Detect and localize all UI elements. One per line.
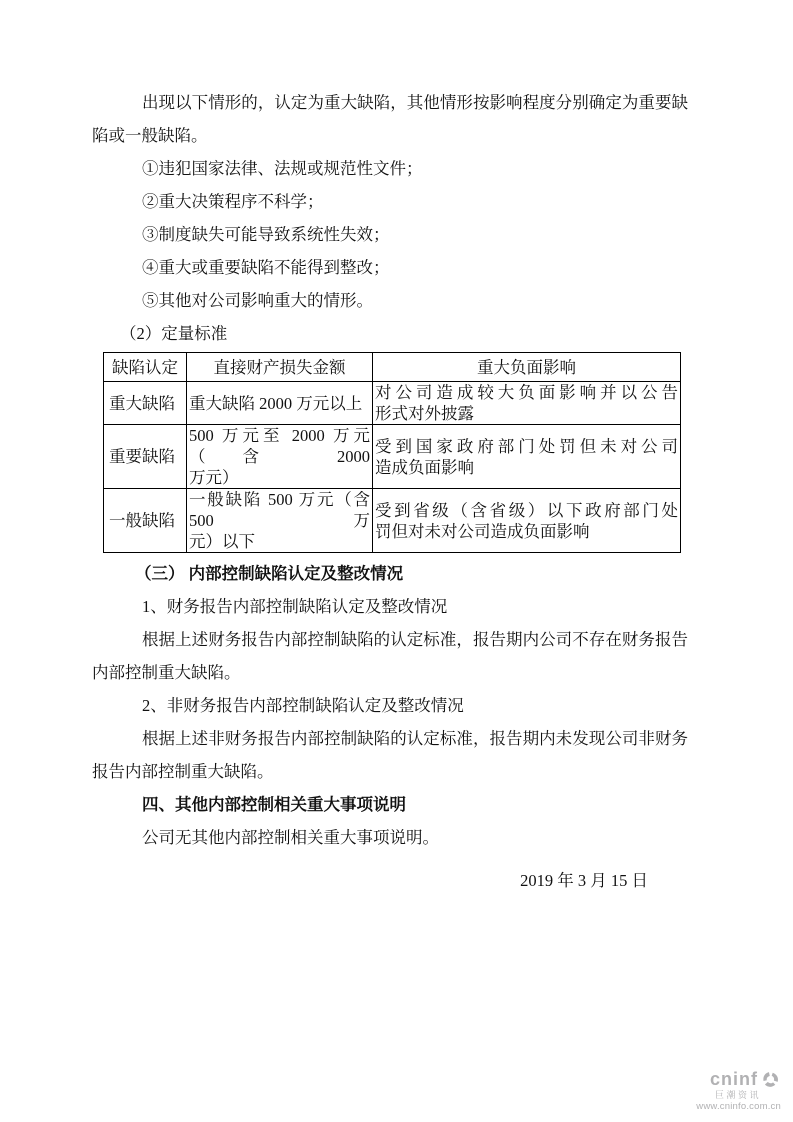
text-line: 重大负面影响 xyxy=(477,357,576,377)
text-line: 一般缺陷 500 万元（含 500 万 xyxy=(189,490,370,530)
qualitative-item-3 xyxy=(92,218,688,251)
text-line: 形式对外披露 xyxy=(375,404,474,423)
cninfo-logo xyxy=(693,1070,781,1112)
table-cell xyxy=(373,382,681,425)
text-line: 重要缺陷 xyxy=(109,447,175,466)
text-line: ③制度缺失可能导致系统性失效； xyxy=(142,225,390,244)
table-cell xyxy=(187,382,373,425)
section-3-heading xyxy=(92,557,688,590)
text-line: 直接财产损失金额 xyxy=(213,357,346,377)
text-line: 罚但对未对公司造成负面影响 xyxy=(375,521,590,541)
text-line: ④重大或重要缺陷不能得到整改； xyxy=(142,258,390,277)
table-header-cell xyxy=(373,353,681,382)
text-line: 缺陷认定 xyxy=(112,357,178,377)
text-line: 对公司造成较大负面影响并以公告 xyxy=(375,383,678,402)
text-line: ①违犯国家法律、法规或规范性文件； xyxy=(142,159,423,178)
text-line: 根据上述财务报告内部控制缺陷的认定标准，报告期内公司不存在财务报告 xyxy=(142,630,688,649)
table-cell xyxy=(187,489,373,553)
text-line: 陷或一般缺陷。 xyxy=(92,126,208,145)
text-line: 受到国家政府部门处罚但未对公司 xyxy=(375,436,678,456)
table-row xyxy=(104,382,681,425)
sub-item-1-heading xyxy=(92,590,688,623)
text-line: 造成负面影响 xyxy=(375,457,474,477)
qualitative-item-5 xyxy=(92,284,688,317)
cninfo-logo-top xyxy=(693,1070,781,1090)
text-line: 受到省级（含省级）以下政府部门处 xyxy=(375,500,678,520)
text-line: ②重大决策程序不科学； xyxy=(142,192,324,211)
text-line: 内部控制重大缺陷。 xyxy=(92,663,241,682)
text-line: （三） 内部控制缺陷认定及整改情况 xyxy=(135,564,404,583)
text-line: 重大缺陷 xyxy=(109,393,175,413)
text-line: 一般缺陷 xyxy=(109,511,175,530)
table-cell xyxy=(104,382,187,425)
table-cell xyxy=(104,489,187,553)
intro-paragraph xyxy=(92,86,688,152)
text-line: 四、其他内部控制相关重大事项说明 xyxy=(142,795,406,814)
pinwheel-swirl-icon xyxy=(760,1070,781,1089)
table-cell xyxy=(187,425,373,489)
text-line: 公司无其他内部控制相关重大事项说明。 xyxy=(142,828,439,847)
qualitative-item-1 xyxy=(92,152,688,185)
text-line: 报告内部控制重大缺陷。 xyxy=(92,762,274,781)
cninfo-url: www.cninfo.com.cn xyxy=(696,1100,781,1112)
text-line: 2、非财务报告内部控制缺陷认定及整改情况 xyxy=(142,696,464,715)
text-line: 元）以下 xyxy=(189,532,255,551)
text-line: 1、财务报告内部控制缺陷认定及整改情况 xyxy=(142,597,448,616)
sub-item-2-heading xyxy=(92,689,688,722)
text-line: （2）定量标准 xyxy=(120,324,228,343)
quantitative-standard-label xyxy=(92,317,688,350)
table-header-cell xyxy=(187,353,373,382)
text-line: 2019 年 3 月 15 日 xyxy=(520,871,648,890)
text-line: 万元） xyxy=(189,468,239,487)
financial-report-paragraph xyxy=(92,623,688,689)
nonfinancial-report-paragraph xyxy=(92,722,688,788)
text-line: 重大缺陷 2000 万元以上 xyxy=(189,393,363,413)
text-line: 500 万元至 2000 万元（含 2000 xyxy=(189,426,370,466)
section-4-heading xyxy=(92,788,688,821)
table-row xyxy=(104,489,681,553)
table-cell xyxy=(104,425,187,489)
table-cell xyxy=(373,489,681,553)
cninfo-chinese-name: 巨潮资讯 xyxy=(714,1089,761,1100)
text-line: 根据上述非财务报告内部控制缺陷的认定标准，报告期内未发现公司非财务 xyxy=(142,729,688,748)
text-line: ⑤其他对公司影响重大的情形。 xyxy=(142,291,373,310)
document-body xyxy=(92,86,688,897)
cninfo-wordmark: cninf xyxy=(710,1069,758,1089)
report-date xyxy=(92,864,688,897)
table-header-cell xyxy=(104,353,187,382)
qualitative-item-2 xyxy=(92,185,688,218)
table-row xyxy=(104,425,681,489)
qualitative-item-4 xyxy=(92,251,688,284)
table-cell xyxy=(373,425,681,489)
closing-paragraph xyxy=(92,821,688,854)
deficiency-criteria-table xyxy=(103,352,681,553)
text-line: 出现以下情形的，认定为重大缺陷，其他情形按影响程度分别确定为重要缺 xyxy=(142,93,688,112)
